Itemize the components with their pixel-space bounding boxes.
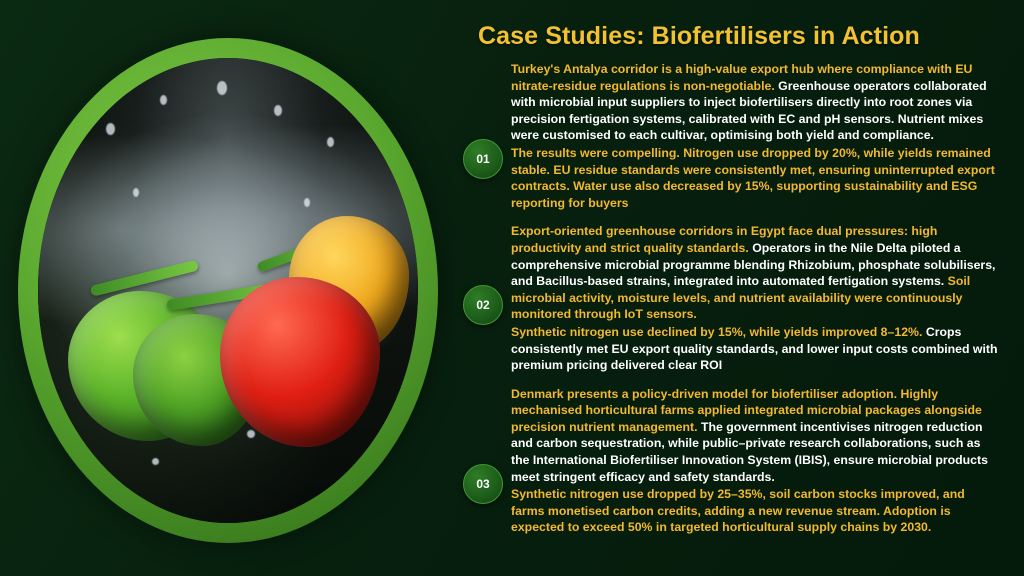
case-text: Crops consistently met EU export quality standards, and lower input costs combined with premium pricing delivered clear ROI (511, 324, 998, 373)
case-paragraph (511, 223, 998, 323)
case-paragraph (511, 486, 998, 536)
droplet-icon (304, 198, 310, 207)
droplet-icon (274, 105, 282, 116)
case-text-highlight: Soil microbial activity, moisture levels, and nutrient availability were continuously monitored through IoT sensors. (511, 274, 971, 322)
case-text-highlight: Export-oriented greenhouse corridors in Egypt face dual pressures: high productivity and strict quality standards. (511, 224, 938, 255)
content-panel (455, 0, 1024, 576)
case-number-badge: 03 (463, 464, 503, 504)
droplet-icon (152, 458, 159, 465)
badge-column (455, 386, 511, 504)
droplet-icon (217, 81, 227, 95)
case-body (511, 61, 1002, 212)
case-text-highlight: Denmark presents a policy-driven model for biofertiliser adoption. Highly mechanised horticultural farms applied integrated microbial packages alongside precision nutrient management. (511, 386, 982, 434)
list-item (455, 61, 1002, 212)
case-text: The government incentivises nitrogen reduction and carbon sequestration, while public–private research collaborations, such as the International Biofertiliser Innovation System (IBIS), ensure microbial products meet stringent efficacy and safety standards. (511, 419, 988, 484)
case-text-highlight: The results were compelling. Nitrogen use dropped by 20%, while yields remained stable. EU residue standards were consistently met, ensuring uninterrupted export contracts. Water use also decreased by 15%, supporting sustainability and ESG reporting for buyers (511, 145, 995, 210)
case-body (511, 386, 1002, 537)
case-paragraph (511, 61, 998, 144)
case-paragraph (511, 386, 998, 486)
droplet-icon (160, 95, 167, 105)
case-study-list (455, 61, 1002, 537)
badge-column (455, 61, 511, 179)
list-item (455, 386, 1002, 537)
badge-column (455, 223, 511, 325)
case-text-highlight: Turkey's Antalya corridor is a high-value export hub where compliance with EU nitrate-residue regulations is non-negotiable. (511, 62, 973, 93)
case-paragraph (511, 324, 998, 374)
case-text: Operators in the Nile Delta piloted a comprehensive microbial programme blending Rhizobium, phosphate solubilisers, and Bacillus-based strains, integrated into automated fertigation systems. (511, 240, 996, 289)
list-item (455, 223, 1002, 374)
case-number-badge: 01 (463, 139, 503, 179)
case-number-badge: 02 (463, 285, 503, 325)
image-panel (0, 0, 455, 576)
droplet-icon (247, 430, 255, 438)
page-title: Case Studies: Biofertilisers in Action (478, 22, 920, 50)
case-text-highlight: Synthetic nitrogen use dropped by 25–35%, soil carbon stocks improved, and farms monetised carbon credits, adding a new revenue stream. Adoption is expected to exceed 50% in targeted horticultural supply chains by 2030. (511, 487, 965, 535)
case-body (511, 223, 1002, 374)
droplet-icon (327, 137, 334, 147)
case-paragraph (511, 145, 998, 211)
peppers-water-splash-photo (38, 58, 418, 523)
case-text: Greenhouse operators collaborated with microbial input suppliers to inject biofertilisers directly into root zones via precision fertigation systems, calibrated with EC and pH sensors. Nutrient mixes were customised to each cultivar, optimising both yield and compliance. (511, 78, 987, 143)
case-text-highlight: Synthetic nitrogen use declined by 15%, while yields improved 8–12%. (511, 324, 923, 339)
